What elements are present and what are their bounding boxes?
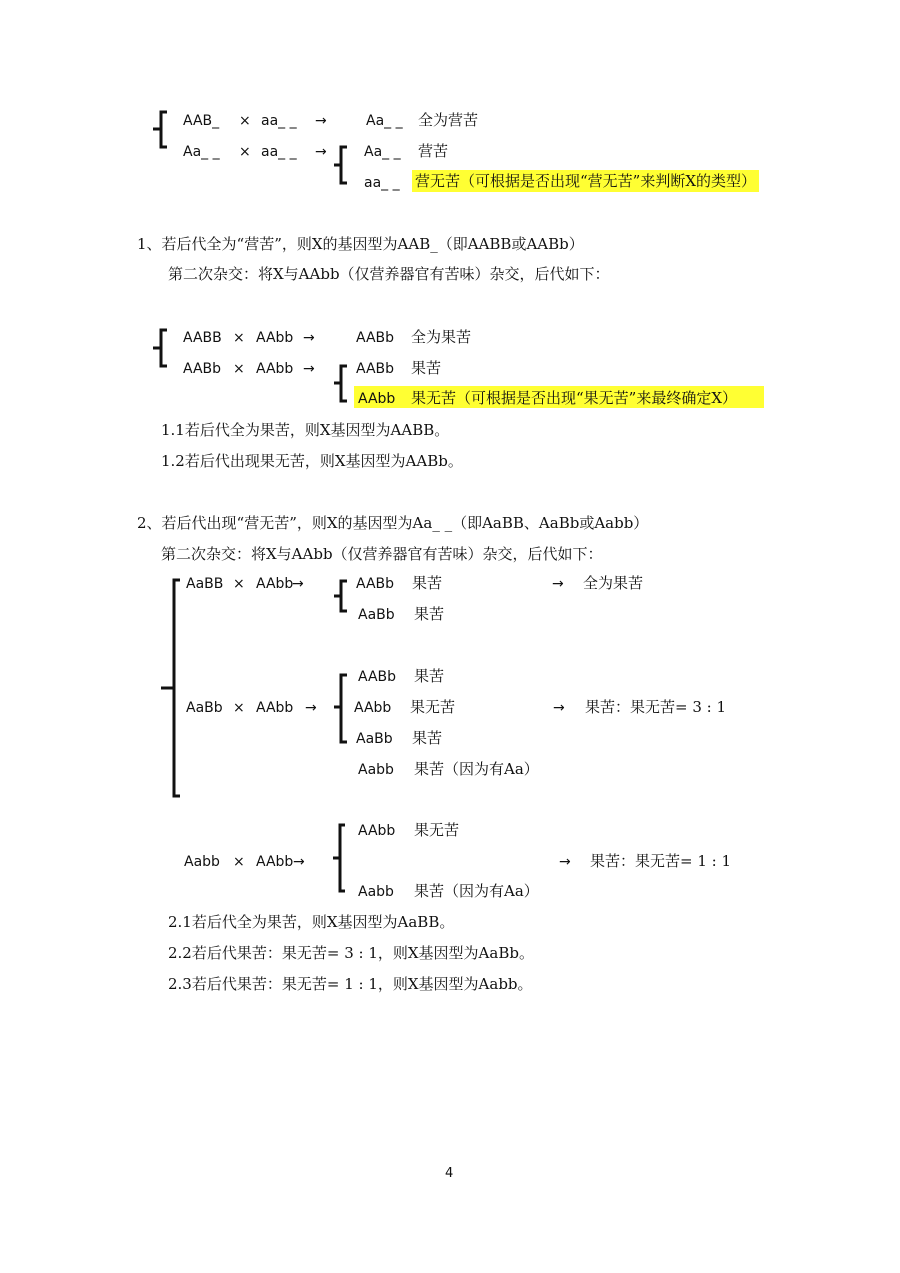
sec2-conclusion-2: 2.2若后代果苦：果无苦= 3 : 1，则X基因型为AaBb。	[168, 944, 534, 962]
sec2-caseB-parent1: AaBb	[186, 700, 223, 716]
sec2-caseA-sub-genotype-2: AaBb	[358, 607, 395, 623]
sec2-cross-description: 第二次杂交：将X与AAbb（仅营养器官有苦味）杂交，后代如下：	[161, 545, 603, 563]
sec1-row1-cross: ×	[233, 330, 245, 346]
sec2-caseB-cross: ×	[233, 700, 245, 716]
block1-sub-genotype-1: Aa_ _	[364, 144, 401, 160]
sec1-conclusion-1: 1.1若后代全为果苦，则X基因型为AABB。	[161, 421, 450, 439]
sec1-row1-offspring: AABb	[356, 330, 395, 346]
sec2-caseA-parent2: AAbb	[256, 576, 294, 592]
sec2-caseC-cross: ×	[233, 854, 245, 870]
sec2-caseB-sub-genotype-4: Aabb	[358, 762, 394, 778]
sec2-caseC-result-arrow: →	[559, 854, 571, 870]
sec2-heading: 2、若后代出现“营无苦”，则X的基因型为Aa_ _（即AaBB、AaBb或Aabb）	[137, 514, 649, 532]
brace-block1-main	[153, 112, 167, 147]
block1-row1-arrow: →	[315, 113, 327, 129]
block1-row1-cross: ×	[239, 113, 251, 129]
sec1-row1-parent2: AAbb	[256, 330, 294, 346]
sec2-caseB-result: 果苦：果无苦= 3 : 1	[585, 698, 727, 716]
sec2-caseA-result-arrow: →	[552, 576, 564, 592]
sec1-row1-arrow: →	[303, 330, 315, 346]
block1-row2-parent1: Aa_ _	[183, 144, 220, 160]
sec2-caseA-arrow: →	[292, 576, 304, 592]
block1-row2-arrow: →	[315, 144, 327, 160]
sec2-conclusion-1: 2.1若后代全为果苦，则X基因型为AaBB。	[168, 913, 455, 931]
block1-sub-genotype-2: aa_ _	[364, 175, 400, 191]
sec1-conclusion-2: 1.2若后代出现果无苦，则X基因型为AABb。	[161, 452, 463, 470]
sec2-caseB-sub-phenotype-4: 果苦（因为有Aa）	[414, 760, 539, 778]
sec2-caseC-sub-phenotype-1: 果无苦	[414, 821, 460, 839]
sec2-caseB-sub-phenotype-2: 果无苦	[410, 698, 456, 716]
block1-row1-result: 全为营苦	[418, 111, 479, 129]
sec1-sub-phenotype-1: 果苦	[411, 359, 442, 377]
sec2-caseC-sub-genotype-1: AAbb	[358, 823, 396, 839]
block1-row1-offspring: Aa_ _	[366, 113, 403, 129]
brace-sec2-caseC	[333, 825, 345, 891]
block1-row1-parent1: AAB_	[183, 113, 220, 129]
brace-sec2-main	[161, 580, 180, 796]
block1-sub-phenotype-2-highlight: 营无苦（可根据是否出现“营无苦”来判断X的类型）	[412, 170, 759, 192]
sec2-caseA-cross: ×	[233, 576, 245, 592]
sec1-row2-parent1: AABb	[183, 361, 222, 377]
brace-sec2-caseA	[334, 581, 347, 611]
block1-row1-parent2: aa_ _	[261, 113, 297, 129]
sec2-caseB-arrow: →	[305, 700, 317, 716]
brace-sec2-caseB	[334, 675, 347, 742]
sec1-heading: 1、若后代全为“营苦”，则X的基因型为AAB_（即AABB或AABb）	[137, 235, 584, 253]
sec2-caseB-parent2: AAbb	[256, 700, 294, 716]
block1-row2-parent2: aa_ _	[261, 144, 297, 160]
sec1-row2-arrow: →	[303, 361, 315, 377]
block1-sub-phenotype-1: 营苦	[418, 142, 449, 160]
sec1-cross-description: 第二次杂交：将X与AAbb（仅营养器官有苦味）杂交，后代如下：	[168, 265, 610, 283]
sec1-row2-parent2: AAbb	[256, 361, 294, 377]
sec1-row1-parent1: AABB	[183, 330, 222, 346]
sec1-sub-phenotype-2: 果无苦（可根据是否出现“果无苦”来最终确定X）	[411, 389, 738, 407]
sec2-caseC-arrow: →	[293, 854, 305, 870]
block1-row2-cross: ×	[239, 144, 251, 160]
sec1-sub-genotype-1: AABb	[356, 361, 395, 377]
sec2-caseB-result-arrow: →	[553, 700, 565, 716]
sec2-caseB-sub-genotype-3: AaBb	[356, 731, 393, 747]
sec2-caseB-sub-phenotype-1: 果苦	[414, 667, 445, 685]
sec2-caseB-sub-phenotype-3: 果苦	[412, 729, 443, 747]
sec2-caseC-parent2: AAbb	[256, 854, 294, 870]
sec2-caseA-result: 全为果苦	[583, 574, 644, 592]
sec2-caseC-sub-genotype-2: Aabb	[358, 884, 394, 900]
sec2-caseA-sub-genotype-1: AABb	[356, 576, 395, 592]
sec2-caseA-sub-phenotype-1: 果苦	[412, 574, 443, 592]
sec1-sub-genotype-2: AAbb	[358, 391, 396, 407]
sec2-caseC-result: 果苦：果无苦= 1 : 1	[590, 852, 732, 870]
sec2-caseC-parent1: Aabb	[184, 854, 220, 870]
brace-sec1-sub	[334, 366, 347, 401]
sec1-row2-cross: ×	[233, 361, 245, 377]
sec2-caseB-sub-genotype-1: AABb	[358, 669, 397, 685]
brace-block1-sub	[334, 147, 347, 183]
sec2-conclusion-3: 2.3若后代果苦：果无苦= 1 : 1，则X基因型为Aabb。	[168, 975, 533, 993]
sec2-caseA-parent1: AaBB	[186, 576, 224, 592]
sec2-caseA-sub-phenotype-2: 果苦	[414, 605, 445, 623]
brace-sec1-main	[153, 330, 167, 366]
page-number: 4	[445, 1166, 454, 1181]
sec1-row1-result: 全为果苦	[411, 328, 472, 346]
sec2-caseC-sub-phenotype-2: 果苦（因为有Aa）	[414, 882, 539, 900]
sec2-caseB-sub-genotype-2: AAbb	[354, 700, 392, 716]
